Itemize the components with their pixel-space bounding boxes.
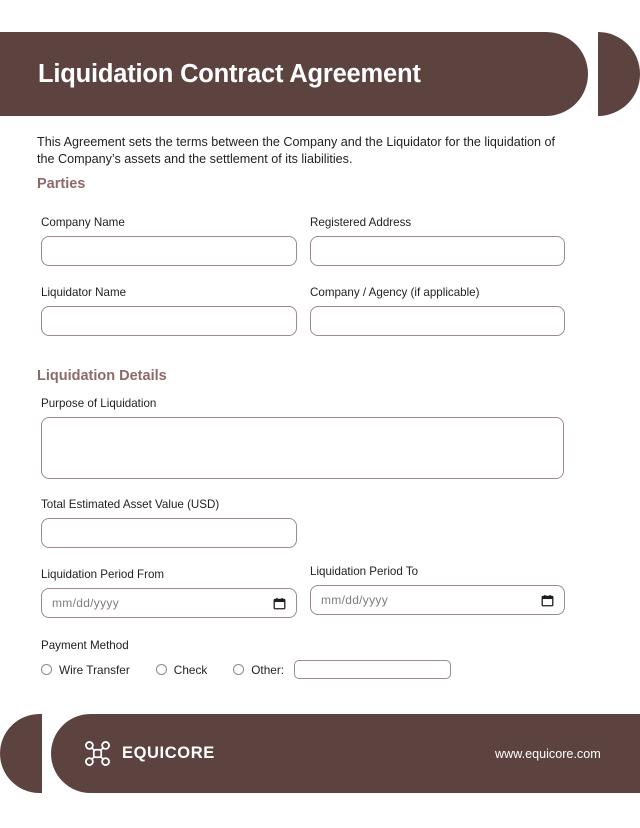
- page-header: [0, 32, 640, 116]
- field-label: Total Estimated Asset Value (USD): [41, 498, 220, 511]
- calendar-icon[interactable]: [541, 594, 554, 607]
- field-label: Liquidation Period From: [41, 568, 165, 581]
- drone-logo-icon: [84, 740, 111, 767]
- brand-logo: [84, 740, 215, 767]
- field-liquidation-period-from: [41, 568, 297, 618]
- field-label: Liquidation Period To: [310, 565, 419, 578]
- date-placeholder: mm/dd/yyyy: [52, 596, 120, 610]
- field-label: Payment Method: [41, 639, 129, 652]
- liquidation-period-from-input[interactable]: [41, 588, 297, 618]
- page-title: Liquidation Contract Agreement: [38, 59, 421, 88]
- field-label: Company Name: [41, 216, 125, 229]
- field-label: Company / Agency (if applicable): [310, 286, 480, 299]
- total-estimated-asset-value-input[interactable]: [41, 518, 297, 548]
- field-label: Liquidator Name: [41, 286, 127, 299]
- page-footer: [0, 714, 640, 793]
- radio-circle-icon[interactable]: [41, 664, 52, 675]
- radio-option-check[interactable]: [156, 663, 207, 677]
- section-parties: [0, 176, 640, 299]
- field-purpose-of-liquidation: [41, 397, 564, 484]
- section-liquidation-details: [0, 368, 640, 384]
- registered-address-input[interactable]: [310, 236, 565, 266]
- field-registered-address: [310, 216, 565, 266]
- radio-option-other[interactable]: [233, 663, 284, 677]
- company-name-input[interactable]: [41, 236, 297, 266]
- brand-name: EQUICORE: [122, 744, 215, 762]
- radio-circle-icon[interactable]: [156, 664, 167, 675]
- calendar-icon[interactable]: [273, 597, 286, 610]
- header-banner: [0, 32, 588, 116]
- field-company-name: [41, 216, 297, 266]
- radio-label: Check: [173, 662, 208, 677]
- field-payment-method: [41, 639, 564, 679]
- header-accent-shape: [598, 32, 640, 116]
- liquidator-name-input[interactable]: [41, 306, 297, 336]
- field-liquidation-period-to: [310, 565, 565, 615]
- intro-paragraph: This Agreement sets the terms between the Company and the Liquidator for the liquidation of the Company’s assets and the settlement of its liabilities.: [37, 134, 556, 166]
- purpose-of-liquidation-textarea[interactable]: [41, 417, 564, 479]
- liquidation-period-to-input[interactable]: [310, 585, 565, 615]
- footer-banner: [51, 714, 640, 793]
- footer-accent-shape: [0, 714, 42, 793]
- section-heading-liquidation-details: Liquidation Details: [37, 368, 167, 384]
- radio-label: Wire Transfer: [59, 662, 130, 677]
- field-label: Registered Address: [310, 216, 412, 229]
- payment-method-options: [41, 660, 564, 679]
- radio-option-wire-transfer[interactable]: [41, 663, 130, 677]
- field-label: Purpose of Liquidation: [41, 397, 157, 410]
- date-placeholder: mm/dd/yyyy: [321, 593, 389, 607]
- field-liquidator-name: [41, 286, 297, 336]
- company-agency-input[interactable]: [310, 306, 565, 336]
- radio-circle-icon[interactable]: [233, 664, 244, 675]
- field-total-estimated-asset-value: [41, 498, 297, 548]
- section-heading-parties: Parties: [37, 176, 86, 192]
- payment-method-other-input[interactable]: [294, 660, 451, 679]
- footer-website-url: www.equicore.com: [495, 746, 601, 761]
- radio-label: Other:: [251, 662, 285, 677]
- field-company-agency: [310, 286, 565, 336]
